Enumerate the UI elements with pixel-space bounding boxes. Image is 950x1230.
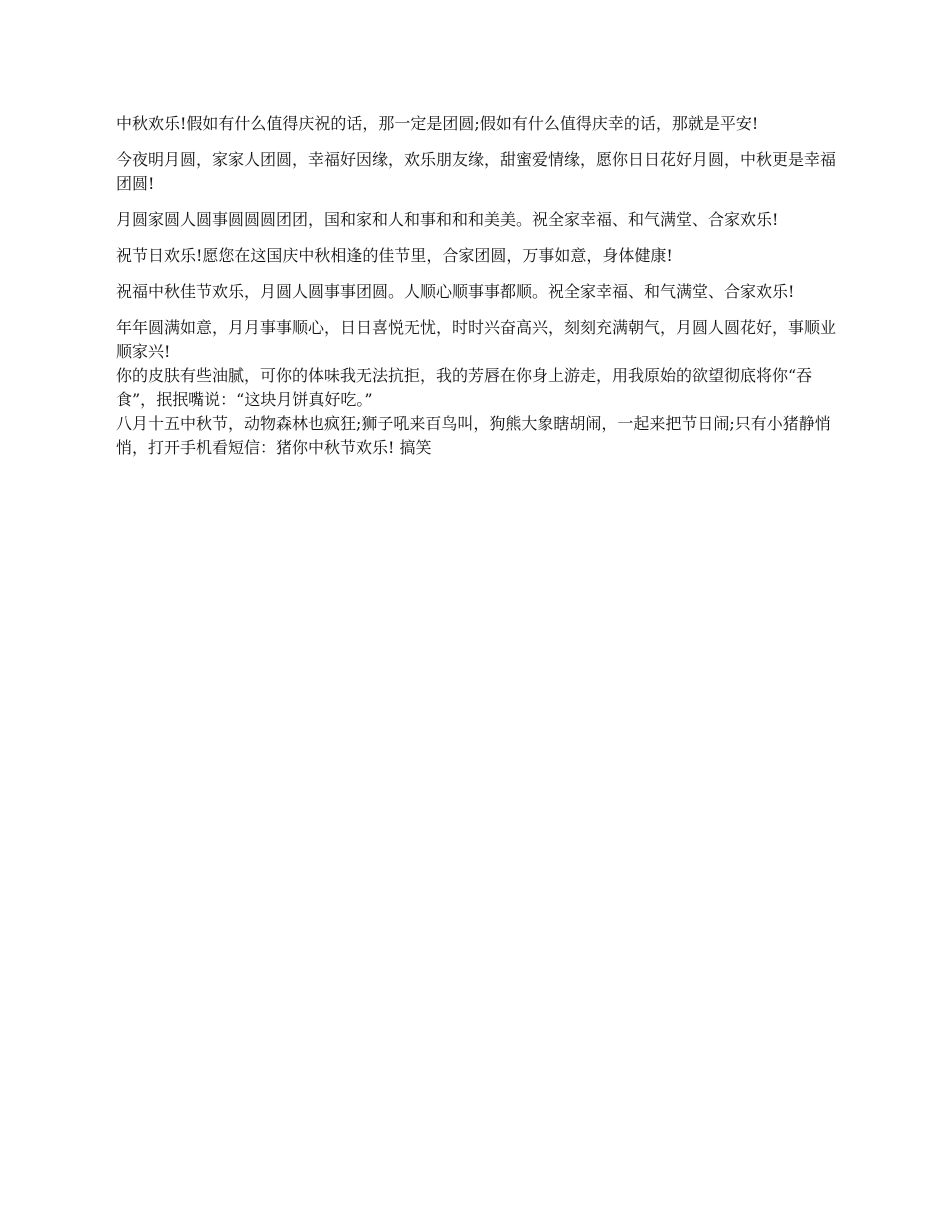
paragraph-6: 年年圆满如意，月月事事顺心，日日喜悦无忧，时时兴奋高兴，刻刻充满朝气，月圆人圆花好，事顺业顺家兴! bbox=[116, 318, 837, 361]
paragraph-7: 你的皮肤有些油腻，可你的体味我无法抗拒，我的芳唇在你身上游走，用我原始的欲望彻底将你“吞食”，抿抿嘴说：“这块月饼真好吃。” bbox=[116, 366, 813, 409]
paragraph-2: 今夜明月圆，家家人团圆，幸福好因缘，欢乐朋友缘，甜蜜爱情缘，愿你日日花好月圆，中秋更是幸福团圆! bbox=[116, 150, 837, 193]
document-body bbox=[116, 112, 846, 460]
paragraph-8: 八月十五中秋节，动物森林也疯狂;狮子吼来百鸟叫，狗熊大象瞎胡闹，一起来把节日闹;只有小猪静悄悄，打开手机看短信：猪你中秋节欢乐! 搞笑 bbox=[116, 414, 831, 457]
paragraph-5: 祝福中秋佳节欢乐，月圆人圆事事团圆。人顺心顺事事都顺。祝全家幸福、和气满堂、合家欢乐! bbox=[116, 282, 795, 301]
paragraph-3: 月圆家圆人圆事圆圆圆团团，国和家和人和事和和和美美。祝全家幸福、和气满堂、合家欢乐! bbox=[116, 210, 779, 229]
paragraph-1: 中秋欢乐!假如有什么值得庆祝的话，那一定是团圆;假如有什么值得庆幸的话，那就是平安! bbox=[116, 114, 759, 133]
paragraph-4: 祝节日欢乐!愿您在这国庆中秋相逢的佳节里，合家团圆，万事如意，身体健康! bbox=[116, 246, 673, 265]
